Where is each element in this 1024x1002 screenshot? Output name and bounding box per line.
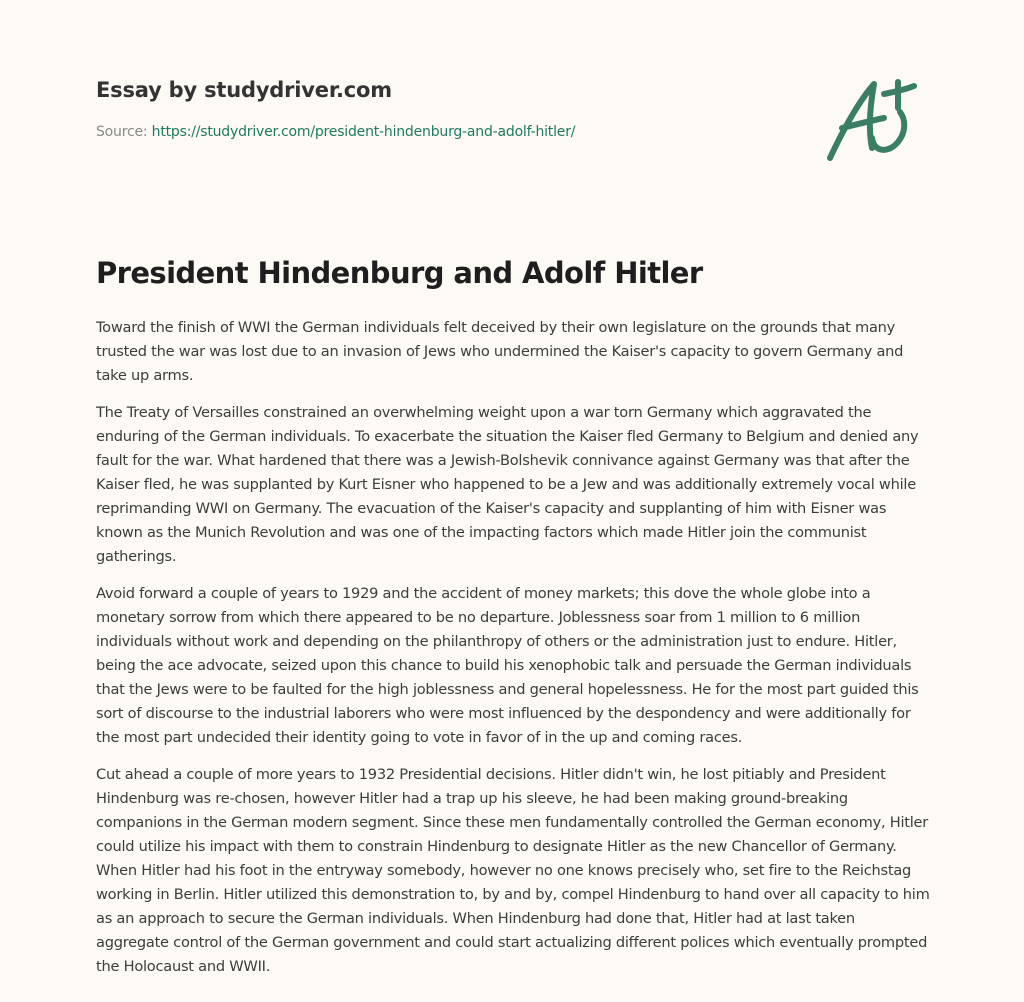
essay-paragraph: The Treaty of Versailles constrained an overwhelming weight upon a war torn Germany which aggravated the enduring of the German individuals. To exacerbate the situation the Kaiser fled Germany to Belgium and denied any fault for the war. What hardened that there was a Jewish-Bolshevik connivance against Germany was that after the Kaiser fled, he was supplanted by Kurt Eisner who happened to be a Jew and was additionally extremely vocal while reprimanding WWI on Germany. The evacuation of the Kaiser's capacity and supplanting of him with Eisner was known as the Munich Revolution and was one of the impacting factors which made Hitler join the communist gatherings. [96,404,919,565]
site-title: Essay by studydriver.com [96,78,392,102]
page-header [96,76,796,142]
a-plus-grade-icon [822,62,932,172]
source-label: Source: [96,124,148,140]
essay-paragraph: Avoid forward a couple of years to 1929 and the accident of money markets; this dove the whole globe into a monetary sorrow from which there appeared to be no departure. Joblessness soar from 1 million to 6 million individuals without work and depending on the philanthropy of others or the administration just to endure. Hitler, being the ace advocate, seized upon this chance to build his xenophobic talk and persuade the German individuals that the Jews were to be faulted for the high joblessness and general hopelessness. He for the most part guided this sort of discourse to the industrial laborers who were most influenced by the despondency and were additionally for the most part undecided their identity going to vote in favor of in the up and coming races. [96,585,919,746]
essay-paragraph: Cut ahead a couple of more years to 1932 Presidential decisions. Hitler didn't win, he lost pitiably and President Hindenburg was re-chosen, however Hitler had a trap up his sleeve, he had been making ground-breaking companions in the German modern segment. Since these men fundamentally controlled the German economy, Hitler could utilize his impact with them to constrain Hindenburg to designate Hitler as the new Chancellor of Germany. When Hitler had his foot in the entryway somebody, however no one knows precisely who, set fire to the Reichstag working in Berlin. Hitler utilized this demonstration to, by and by, compel Hindenburg to hand over all capacity to him as an approach to secure the German individuals. When Hindenburg had done that, Hitler had at last taken aggregate control of the German government and could start actualizing different polices which eventually prompted the Holocaust and WWII. [96,766,930,975]
source-link[interactable]: https://studydriver.com/president-hindenburg-and-adolf-hitler/ [151,124,576,140]
essay-body [96,316,932,992]
source-line [96,122,796,142]
essay-title: President Hindenburg and Adolf Hitler [96,256,703,290]
essay-paragraph: Toward the finish of WWI the German individuals felt deceived by their own legislature on the grounds that many trusted the war was lost due to an invasion of Jews who undermined the Kaiser's capacity to govern Germany and take up arms. [96,319,904,384]
